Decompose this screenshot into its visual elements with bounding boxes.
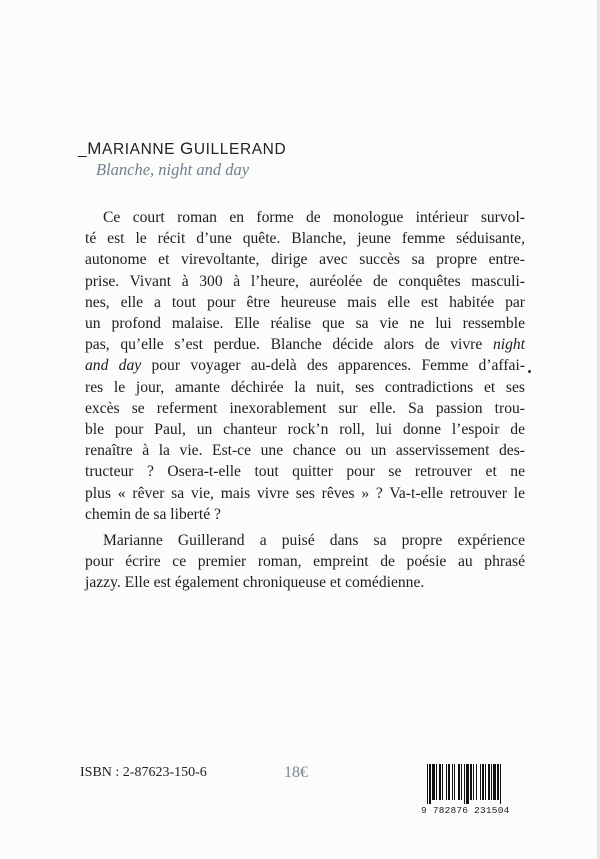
- summary-line: nes, elle a tout pour être heureuse mais elle est habitée par: [85, 293, 525, 311]
- barcode-bars-icon: [421, 764, 527, 804]
- summary-line: autonome et virevoltante, dirige avec succès sa propre entre-: [85, 251, 525, 269]
- summary-line: pas, qu’elle s’est perdue. Blanche décide alors de vivre night: [85, 336, 525, 354]
- summary-line: res le jour, amante déchirée la nuit, ses contradictions et ses: [85, 378, 525, 396]
- bio-line: Marianne Guillerand a puisé dans sa propre expérience: [103, 532, 525, 549]
- isbn-label: ISBN : 2-87623-150-6: [80, 765, 207, 780]
- author-rest-last: UILLERAND: [193, 141, 287, 158]
- summary-line: plus « rêver sa vie, mais vivre ses rêves » ? Va-t-elle retrouver le: [85, 484, 525, 502]
- author-initial-first: M: [87, 139, 102, 158]
- barcode-number: 9 782876 231504: [421, 805, 510, 816]
- summary-line: un profond malaise. Elle réalise que sa vie ne lui ressemble: [85, 315, 525, 333]
- summary-line: excès se referment inexorablement sur elle. Sa passion trou-: [85, 399, 525, 417]
- summary-line: tructeur ? Osera-t-elle tout quitter pour se retrouver et ne: [85, 463, 525, 481]
- barcode: [421, 764, 527, 818]
- author-rest-first: ARIANNE: [102, 141, 176, 158]
- summary-line: prise. Vivant à 300 à l’heure, auréolée de conquêtes masculi-: [85, 272, 525, 290]
- bio-line: pour écrire ce premier roman, empreint de poésie au phrasé: [85, 553, 525, 571]
- summary-paragraph: [85, 207, 525, 525]
- summary-line: and day pour voyager au-delà des apparences. Femme d’affai-: [85, 357, 525, 375]
- price-label: 18€: [284, 764, 308, 781]
- author-initial-last: G: [180, 139, 194, 158]
- summary-line: Ce court roman en forme de monologue intérieur survol-: [103, 209, 525, 226]
- summary-line: ble pour Paul, un chanteur rock’n roll, lui donne l’espoir de: [85, 421, 525, 439]
- author-name: [78, 139, 286, 159]
- summary-line: renaître à la vie. Est-ce une chance ou un asservissement des-: [85, 442, 525, 460]
- author-bio-paragraph: [85, 530, 525, 594]
- summary-line: chemin de sa liberté ?: [85, 505, 221, 523]
- book-subtitle: Blanche, night and day: [96, 160, 250, 179]
- printing-speck: [528, 370, 531, 373]
- author-dash: _: [78, 141, 88, 158]
- bio-line: jazzy. Elle est également chroniqueuse et comédienne.: [85, 574, 425, 592]
- summary-line: té est le récit d’une quête. Blanche, jeune femme séduisante,: [85, 230, 525, 248]
